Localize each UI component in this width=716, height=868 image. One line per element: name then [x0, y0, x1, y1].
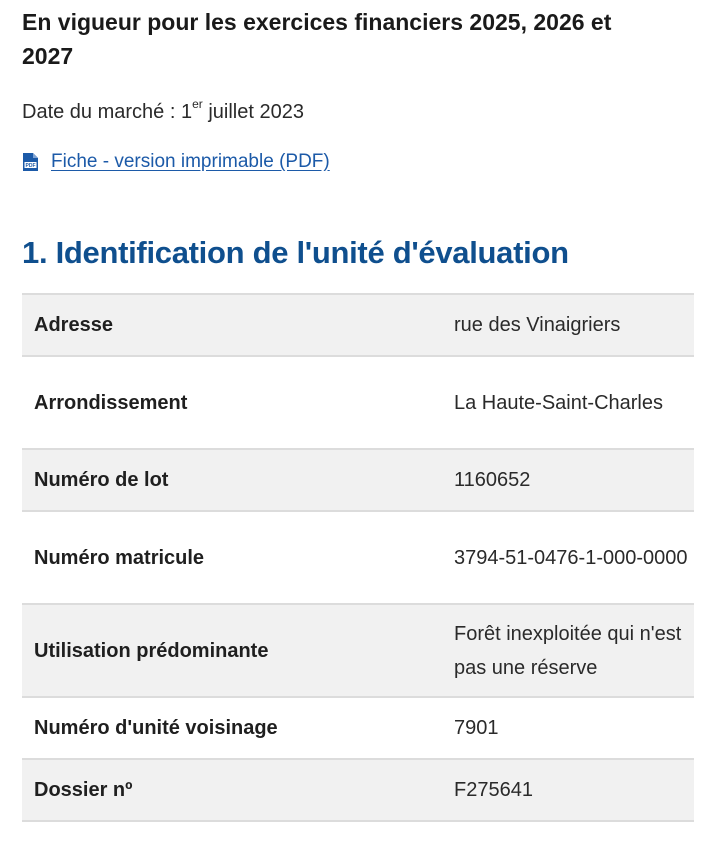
pdf-file-icon: [22, 152, 39, 172]
table-row: [22, 294, 694, 356]
row-value: F275641: [454, 759, 694, 821]
table-row: [22, 604, 694, 697]
row-label: Numéro d'unité voisinage: [22, 697, 454, 759]
row-label: Numéro matricule: [22, 511, 454, 604]
row-value: rue des Vinaigriers: [454, 294, 694, 356]
market-date-ordinal: er: [192, 97, 203, 112]
row-value: 3794-51-0476-1-000-0000: [454, 511, 694, 604]
row-label: Adresse: [22, 294, 454, 356]
row-value: 1160652: [454, 449, 694, 511]
row-value: 7901: [454, 697, 694, 759]
row-value: La Haute-Saint-Charles: [454, 356, 694, 449]
market-date: [22, 97, 694, 127]
market-date-suffix: juillet 2023: [202, 101, 304, 123]
table-row: [22, 697, 694, 759]
section-title: 1. Identification de l'unité d'évaluation: [22, 235, 569, 270]
svg-text:PDF: PDF: [25, 163, 36, 169]
table-row: [22, 449, 694, 511]
row-label: Numéro de lot: [22, 449, 454, 511]
table-row: [22, 511, 694, 604]
printable-pdf-link[interactable]: [22, 149, 694, 175]
row-label: Dossier nº: [22, 759, 454, 821]
table-row: [22, 759, 694, 821]
table-row: [22, 356, 694, 449]
row-value: Forêt inexploitée qui n'est pas une réserve: [454, 604, 694, 697]
page-content: [22, 0, 694, 822]
row-label: Utilisation prédominante: [22, 604, 454, 697]
fiscal-years-heading: En vigueur pour les exercices financiers 2025, 2026 et 2027: [22, 9, 612, 69]
row-label: Arrondissement: [22, 356, 454, 449]
identification-table: [22, 293, 694, 822]
market-date-prefix: Date du marché : 1: [22, 101, 193, 123]
printable-pdf-link-label[interactable]: Fiche - version imprimable (PDF): [51, 151, 330, 172]
